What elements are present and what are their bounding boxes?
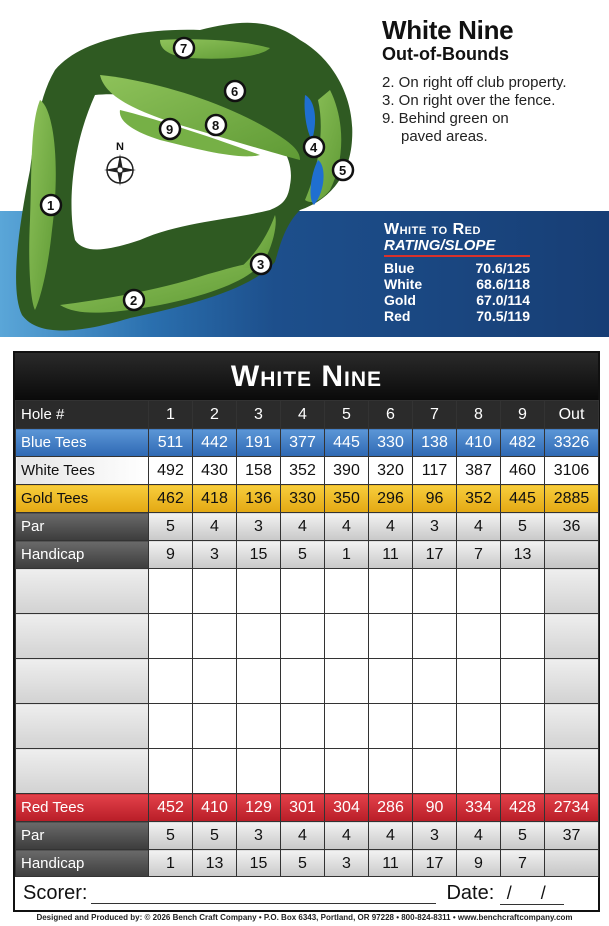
hole-number: 3 (257, 257, 265, 272)
blue-tees-row-hole-6: 330 (369, 429, 413, 457)
player-score-cell[interactable] (149, 659, 193, 704)
par-row-hole-6: 4 (369, 513, 413, 541)
out-of-bounds-heading: Out-of-Bounds (382, 44, 509, 64)
player-score-cell[interactable] (501, 569, 545, 614)
white-tees-row-label: White Tees (16, 457, 149, 485)
hole-number: 7 (180, 41, 188, 56)
player-score-cell[interactable] (193, 569, 237, 614)
hole-number: 9 (166, 122, 174, 137)
player-score-cell[interactable] (501, 704, 545, 749)
rating-row-white (384, 276, 530, 292)
hole-marker-9 (160, 119, 180, 139)
hole-number-row-hole-6: 6 (369, 401, 413, 429)
date-label: Date: (446, 882, 495, 904)
par-row-red (16, 822, 599, 850)
player-score-cell[interactable] (281, 569, 325, 614)
handicap-row-hole-9: 13 (501, 541, 545, 569)
red-tees-row-hole-4: 301 (281, 794, 325, 822)
player-score-cell[interactable] (149, 749, 193, 794)
handicap-row-hole-3: 15 (237, 541, 281, 569)
scorecard-title: White Nine (15, 353, 598, 400)
hole-number-row-hole-5: 5 (325, 401, 369, 429)
compass-north-label: N (116, 141, 124, 153)
gold-tees-row-out: 2885 (545, 485, 599, 513)
rating-subtitle: RATING/SLOPE (384, 238, 530, 257)
player-score-cell[interactable] (149, 569, 193, 614)
gold-tees-row (16, 485, 599, 513)
player-score-cell[interactable] (193, 749, 237, 794)
player-score-row (16, 659, 599, 704)
course-map (0, 0, 380, 346)
hole-number-row-label: Hole # (16, 401, 149, 429)
blue-tees-row-hole-7: 138 (413, 429, 457, 457)
hole-number-row-hole-2: 2 (193, 401, 237, 429)
par-row-label: Par (16, 513, 149, 541)
handicap-row-red-out (545, 850, 599, 878)
player-score-cell[interactable] (457, 749, 501, 794)
scorer-label: Scorer: (23, 882, 88, 904)
player-score-cell[interactable] (457, 614, 501, 659)
player-name-cell[interactable] (16, 659, 149, 704)
handicap-row-label: Handicap (16, 541, 149, 569)
par-row-hole-2: 4 (193, 513, 237, 541)
hole-number: 8 (212, 118, 220, 133)
rating-row-gold (384, 292, 530, 308)
red-tees-row (16, 794, 599, 822)
par-row-hole-5: 4 (325, 513, 369, 541)
scorer-row (15, 876, 598, 910)
hole-number: 2 (130, 293, 138, 308)
par-row-red-hole-5: 4 (325, 822, 369, 850)
player-name-cell[interactable] (16, 704, 149, 749)
player-out-cell[interactable] (545, 704, 599, 749)
handicap-row-out (545, 541, 599, 569)
white-tees-row-hole-2: 430 (193, 457, 237, 485)
blue-tees-row-hole-4: 377 (281, 429, 325, 457)
hole-marker-2 (124, 290, 144, 310)
red-tees-row-hole-7: 90 (413, 794, 457, 822)
player-name-cell[interactable] (16, 749, 149, 794)
player-name-cell[interactable] (16, 569, 149, 614)
handicap-row-hole-8: 7 (457, 541, 501, 569)
player-score-cell[interactable] (237, 569, 281, 614)
hole-number-row-hole-4: 4 (281, 401, 325, 429)
handicap-row-hole-2: 3 (193, 541, 237, 569)
rating-tee: Blue (384, 260, 415, 276)
par-row-red-hole-3: 3 (237, 822, 281, 850)
player-score-cell[interactable] (325, 659, 369, 704)
hole-number-row-out: Out (545, 401, 599, 429)
blue-tees-row (16, 429, 599, 457)
gold-tees-row-hole-7: 96 (413, 485, 457, 513)
player-out-cell[interactable] (545, 569, 599, 614)
rating-value: 67.0/114 (476, 292, 530, 308)
player-score-cell[interactable] (369, 614, 413, 659)
blue-tees-row-hole-3: 191 (237, 429, 281, 457)
par-row-red-hole-2: 5 (193, 822, 237, 850)
hole-number-row-hole-9: 9 (501, 401, 545, 429)
red-tees-row-hole-2: 410 (193, 794, 237, 822)
hole-marker-8 (206, 115, 226, 135)
white-tees-row-hole-5: 390 (325, 457, 369, 485)
player-score-cell[interactable] (193, 704, 237, 749)
gold-tees-row-hole-2: 418 (193, 485, 237, 513)
out-of-bounds-list (382, 74, 607, 146)
player-score-cell[interactable] (413, 749, 457, 794)
red-tees-row-hole-5: 304 (325, 794, 369, 822)
handicap-row-red-hole-4: 5 (281, 850, 325, 878)
blue-tees-row-hole-1: 511 (149, 429, 193, 457)
par-row-hole-7: 3 (413, 513, 457, 541)
rating-row-red (384, 308, 530, 324)
rating-value: 70.5/119 (476, 308, 530, 324)
player-score-cell[interactable] (413, 704, 457, 749)
hole-marker-5 (333, 160, 353, 180)
rating-value: 68.6/118 (476, 276, 530, 292)
gold-tees-row-hole-4: 330 (281, 485, 325, 513)
handicap-row-red-hole-8: 9 (457, 850, 501, 878)
hole-number: 6 (231, 84, 239, 99)
hole-number: 4 (310, 140, 318, 155)
hole-number: 1 (47, 198, 55, 213)
handicap-row-red-hole-7: 17 (413, 850, 457, 878)
white-tees-row-hole-8: 387 (457, 457, 501, 485)
date-field[interactable]: / / (500, 883, 564, 905)
par-row-red-hole-7: 3 (413, 822, 457, 850)
footer-credits: Designed and Produced by: © 2026 Bench Craft Company • P.O. Box 6343, Portland, OR 97228 • 800-824-8311 • www.benchcraftcompany.com (36, 913, 573, 922)
handicap-row-hole-4: 5 (281, 541, 325, 569)
player-score-cell[interactable] (237, 704, 281, 749)
par-row-red-hole-6: 4 (369, 822, 413, 850)
page-title: White Nine (382, 15, 514, 45)
player-score-cell[interactable] (193, 614, 237, 659)
player-score-cell[interactable] (413, 569, 457, 614)
blue-tees-row-out: 3326 (545, 429, 599, 457)
player-score-cell[interactable] (369, 659, 413, 704)
gold-tees-row-hole-8: 352 (457, 485, 501, 513)
oob-rule: 3. On right over the fence. (382, 92, 556, 109)
player-score-cell[interactable] (281, 614, 325, 659)
handicap-row-red-hole-5: 3 (325, 850, 369, 878)
player-score-cell[interactable] (237, 614, 281, 659)
scorecard-table (15, 400, 599, 878)
gold-tees-row-hole-3: 136 (237, 485, 281, 513)
player-out-cell[interactable] (545, 659, 599, 704)
hole-number-row-hole-7: 7 (413, 401, 457, 429)
oob-rule-continued: paved areas. (401, 128, 488, 145)
blue-tees-row-label: Blue Tees (16, 429, 149, 457)
par-row (16, 513, 599, 541)
hole-marker-1 (41, 195, 61, 215)
par-row-red-hole-9: 5 (501, 822, 545, 850)
player-score-cell[interactable] (281, 704, 325, 749)
gold-tees-row-hole-5: 350 (325, 485, 369, 513)
handicap-row-hole-7: 17 (413, 541, 457, 569)
player-score-cell[interactable] (369, 749, 413, 794)
white-tees-row-hole-7: 117 (413, 457, 457, 485)
handicap-row-hole-5: 1 (325, 541, 369, 569)
par-row-red-hole-4: 4 (281, 822, 325, 850)
handicap-row-hole-6: 11 (369, 541, 413, 569)
player-score-cell[interactable] (501, 749, 545, 794)
hole-marker-7 (174, 38, 194, 58)
player-score-cell[interactable] (457, 704, 501, 749)
white-tees-row-hole-9: 460 (501, 457, 545, 485)
handicap-row-hole-1: 9 (149, 541, 193, 569)
player-score-cell[interactable] (325, 569, 369, 614)
blue-tees-row-hole-2: 442 (193, 429, 237, 457)
par-row-out: 36 (545, 513, 599, 541)
oob-rule: 2. On right off club property. (382, 74, 567, 91)
red-tees-row-hole-6: 286 (369, 794, 413, 822)
handicap-row-red-label: Handicap (16, 850, 149, 878)
handicap-row-red-hole-2: 13 (193, 850, 237, 878)
player-score-cell[interactable] (457, 659, 501, 704)
hole-number-row-hole-3: 3 (237, 401, 281, 429)
player-out-cell[interactable] (545, 614, 599, 659)
rating-title: White to Red (384, 221, 481, 238)
par-row-red-label: Par (16, 822, 149, 850)
hole-marker-3 (251, 254, 271, 274)
gold-tees-row-hole-9: 445 (501, 485, 545, 513)
player-score-row (16, 614, 599, 659)
player-score-cell[interactable] (325, 704, 369, 749)
par-row-hole-8: 4 (457, 513, 501, 541)
oob-rule: 9. Behind green on (382, 110, 509, 127)
red-tees-row-out: 2734 (545, 794, 599, 822)
red-tees-row-hole-9: 428 (501, 794, 545, 822)
out-of-bounds-info (382, 16, 607, 146)
handicap-row-red-hole-3: 15 (237, 850, 281, 878)
par-row-red-hole-8: 4 (457, 822, 501, 850)
hole-number-row-hole-8: 8 (457, 401, 501, 429)
player-score-cell[interactable] (369, 704, 413, 749)
red-tees-row-hole-1: 452 (149, 794, 193, 822)
handicap-row-red (16, 850, 599, 878)
player-score-cell[interactable] (193, 659, 237, 704)
player-score-cell[interactable] (149, 704, 193, 749)
par-row-hole-9: 5 (501, 513, 545, 541)
player-score-cell[interactable] (237, 659, 281, 704)
gold-tees-row-label: Gold Tees (16, 485, 149, 513)
player-score-cell[interactable] (237, 749, 281, 794)
player-score-cell[interactable] (501, 659, 545, 704)
player-score-cell[interactable] (369, 569, 413, 614)
scorecard (13, 351, 600, 912)
handicap-row-red-hole-1: 1 (149, 850, 193, 878)
white-tees-row-hole-1: 492 (149, 457, 193, 485)
par-row-red-out: 37 (545, 822, 599, 850)
player-score-row (16, 569, 599, 614)
player-score-cell[interactable] (281, 659, 325, 704)
player-out-cell[interactable] (545, 749, 599, 794)
hole-number: 5 (339, 163, 347, 178)
player-score-cell[interactable] (413, 659, 457, 704)
handicap-row-red-hole-6: 11 (369, 850, 413, 878)
course-map-section (0, 0, 609, 346)
par-row-red-hole-1: 5 (149, 822, 193, 850)
blue-tees-row-hole-9: 482 (501, 429, 545, 457)
hole-marker-4 (304, 137, 324, 157)
player-score-cell[interactable] (413, 614, 457, 659)
player-name-cell[interactable] (16, 614, 149, 659)
player-score-cell[interactable] (281, 749, 325, 794)
player-score-cell[interactable] (149, 614, 193, 659)
player-score-cell[interactable] (325, 614, 369, 659)
hole-number-row-hole-1: 1 (149, 401, 193, 429)
rating-rows (384, 260, 530, 324)
handicap-row (16, 541, 599, 569)
player-score-row (16, 749, 599, 794)
red-tees-row-hole-8: 334 (457, 794, 501, 822)
white-tees-row-out: 3106 (545, 457, 599, 485)
blue-tees-row-hole-5: 445 (325, 429, 369, 457)
par-row-hole-1: 5 (149, 513, 193, 541)
white-tees-row-hole-6: 320 (369, 457, 413, 485)
white-tees-row-hole-3: 158 (237, 457, 281, 485)
hole-number-row (16, 401, 599, 429)
rating-slope-panel (384, 222, 530, 324)
player-score-cell[interactable] (325, 749, 369, 794)
rating-tee: Red (384, 308, 411, 324)
white-tees-row (16, 457, 599, 485)
par-row-hole-4: 4 (281, 513, 325, 541)
rating-value: 70.6/125 (475, 260, 530, 276)
hole-marker-6 (225, 81, 245, 101)
red-tees-row-label: Red Tees (16, 794, 149, 822)
gold-tees-row-hole-1: 462 (149, 485, 193, 513)
blue-tees-row-hole-8: 410 (457, 429, 501, 457)
player-score-cell[interactable] (501, 614, 545, 659)
rating-tee: Gold (384, 292, 416, 308)
white-tees-row-hole-4: 352 (281, 457, 325, 485)
scorer-field[interactable] (91, 884, 436, 904)
rating-row-blue (384, 260, 530, 276)
par-row-hole-3: 3 (237, 513, 281, 541)
handicap-row-red-hole-9: 7 (501, 850, 545, 878)
red-tees-row-hole-3: 129 (237, 794, 281, 822)
gold-tees-row-hole-6: 296 (369, 485, 413, 513)
player-score-row (16, 704, 599, 749)
rating-tee: White (384, 276, 423, 292)
player-score-cell[interactable] (457, 569, 501, 614)
